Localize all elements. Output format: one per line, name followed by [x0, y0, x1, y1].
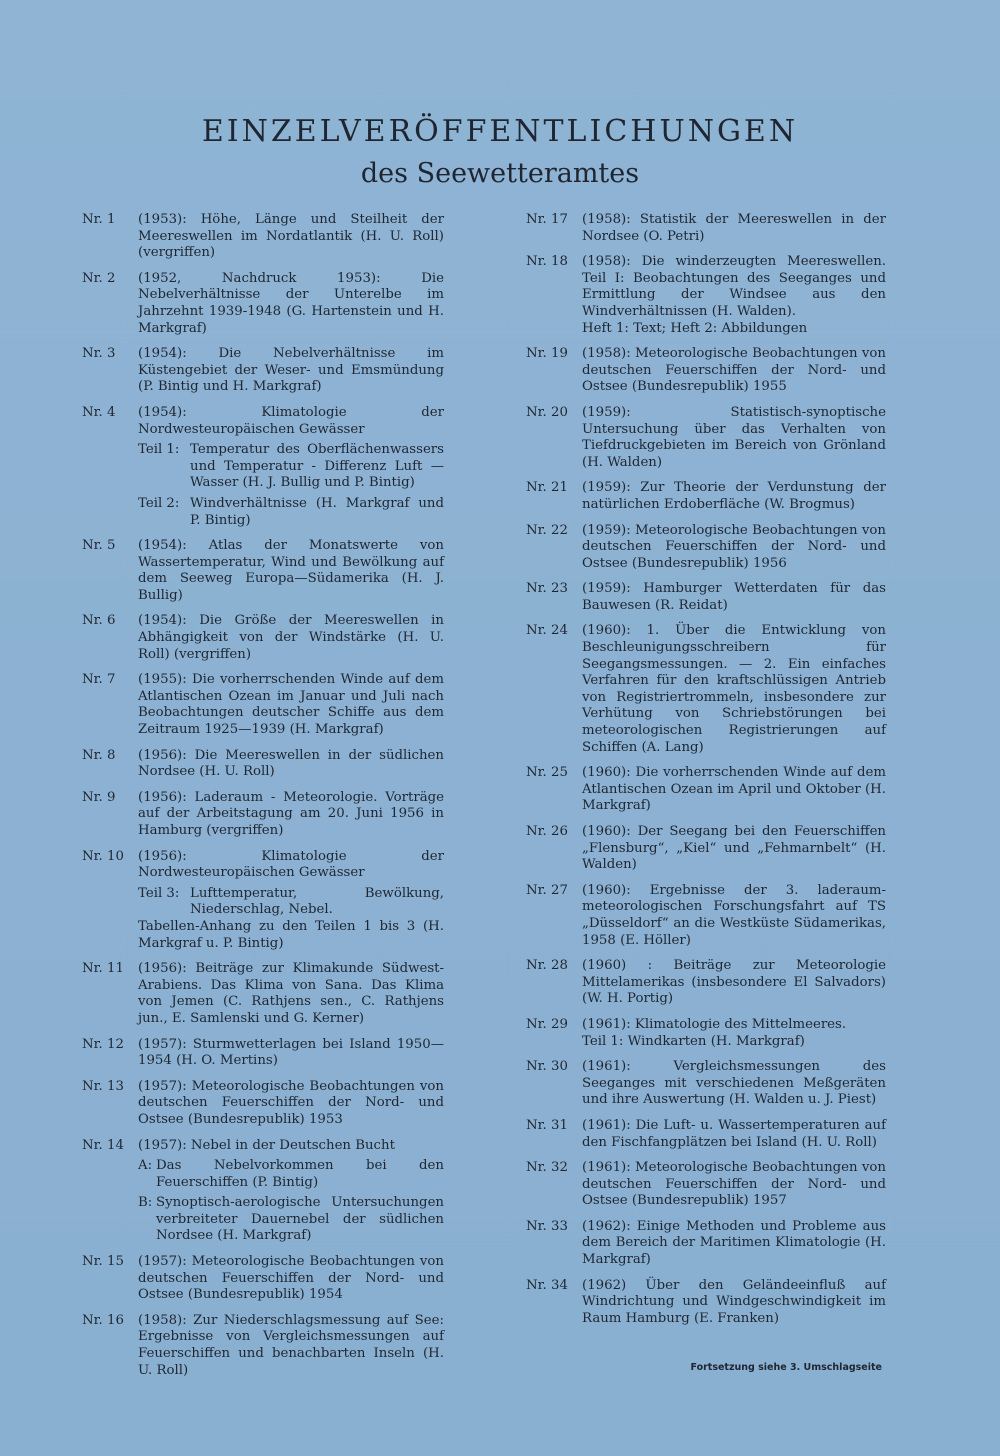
publication-entry: [82, 538, 444, 604]
publication-entry: [526, 581, 886, 614]
entry-text: (1960): Der Seegang bei den Feuerschiffen „Flensburg“, „Kiel“ und „Fehmarnbelt“ (H. Walden): [582, 824, 886, 873]
entry-text: (1961): Die Luft- u. Wassertemperaturen auf den Fischfangplätzen bei Island (H. U. Roll): [582, 1117, 886, 1150]
entry-body: [138, 212, 444, 262]
entry-body: [138, 1037, 444, 1070]
publication-entry: [82, 346, 444, 396]
entry-text: (1959): Zur Theorie der Verdunstung der natürlichen Erdoberfläche (W. Brogmus): [582, 480, 886, 512]
entry-note: Teil 1: Windkarten (H. Markgraf): [582, 1033, 805, 1049]
entry-body: [582, 1160, 886, 1210]
entry-subpart: [138, 886, 444, 919]
subpart-label: Teil 2:: [138, 495, 180, 511]
footer-note: Fortsetzung siehe 3. Umschlagseite: [690, 1362, 882, 1373]
entry-body: [138, 405, 444, 529]
entry-text: (1959): Meteorologische Beobachtungen von deutschen Feuerschiffen der Nord- und Ostsee (Bundesrepublik) 1956: [582, 522, 886, 571]
entry-text: (1956): Laderaum - Meteorologie. Vorträge auf der Arbeitstagung am 20. Juni 1956 in Hamburg (vergriffen): [138, 789, 444, 838]
entry-body: [582, 581, 886, 614]
subpart-label: B:: [138, 1195, 153, 1211]
publication-entry: [526, 254, 886, 337]
subpart-text: Das Nebelvorkommen bei den Feuerschiffen (P. Bintig): [156, 1158, 444, 1190]
publication-entry: [526, 1059, 886, 1109]
entry-number: Nr. 21: [526, 480, 568, 496]
entry-number: Nr. 3: [82, 346, 116, 362]
entry-number: Nr. 7: [82, 672, 116, 688]
entry-text: (1957): Meteorologische Beobachtungen von deutschen Feuerschiffen der Nord- und Ostsee (Bundesrepublik) 1954: [138, 1254, 444, 1303]
entry-text: (1956): Klimatologie der Nordwesteuropäischen Gewässer: [138, 848, 444, 881]
page-subtitle: des Seewetteramtes: [360, 158, 640, 189]
entry-body: [138, 790, 444, 840]
entry-text: (1955): Die vorherrschenden Winde auf dem Atlantischen Ozean im Januar und Juli nach Beobachtungen deutscher Schiffe aus dem Zeitraum 1925—1939 (H. Markgraf): [138, 672, 444, 738]
entry-number: Nr. 13: [82, 1078, 124, 1094]
entry-number: Nr. 31: [526, 1117, 568, 1133]
entry-body: [582, 480, 886, 513]
entry-text: (1958): Statistik der Meereswellen in der Nordsee (O. Petri): [582, 212, 886, 244]
entry-text: (1954): Klimatologie der Nordwesteuropäischen Gewässer: [138, 404, 444, 437]
publication-entry: [82, 672, 444, 738]
entry-text: (1954): Atlas der Monatswerte von Wassertemperatur, Wind und Bewölkung auf dem Seeweg Europa—Südamerika (H. J. Bullig): [138, 538, 444, 603]
entry-number: Nr. 18: [526, 254, 568, 270]
entry-text: (1958): Meteorologische Beobachtungen von deutschen Feuerschiffen der Nord- und Ostsee (Bundesrepublik) 1955: [582, 346, 886, 395]
entry-number: Nr. 26: [526, 824, 568, 839]
publication-entry: [526, 480, 886, 513]
entry-text: (1956): Die Meereswellen in der südlichen Nordsee (H. U. Roll): [138, 747, 444, 780]
publication-entry: [82, 1037, 444, 1070]
entry-body: [582, 623, 886, 756]
publication-entry: [82, 613, 444, 663]
entry-number: Nr. 11: [82, 961, 124, 977]
publication-entry: [526, 958, 886, 1008]
entry-text: (1957): Meteorologische Beobachtungen von deutschen Feuerschiffen der Nord- und Ostsee (Bundesrepublik) 1953: [138, 1078, 444, 1127]
entry-body: [138, 538, 444, 604]
entry-number: Nr. 6: [82, 613, 116, 629]
entry-number: Nr. 23: [526, 581, 568, 597]
subpart-text: Lufttemperatur, Bewölkung, Niederschlag, Nebel.: [190, 885, 444, 918]
entry-number: Nr. 19: [526, 346, 568, 362]
publication-entry: [526, 405, 886, 471]
publication-entry: [82, 961, 444, 1027]
entry-text: (1957): Sturmwetterlagen bei Island 1950—1954 (H. O. Mertins): [138, 1036, 444, 1069]
entry-text: (1961): Klimatologie des Mittelmeeres.: [582, 1016, 847, 1032]
entry-body: [582, 1219, 886, 1269]
entry-body: [582, 346, 886, 396]
entry-body: [582, 523, 886, 573]
entry-number: Nr. 4: [82, 404, 116, 420]
entry-text: (1961): Vergleichsmessungen des Seeganges mit verschiedenen Meßgeräten und ihre Auswertung (H. Walden u. J. Piest): [582, 1059, 886, 1108]
subpart-label: Teil 3:: [138, 885, 180, 901]
publication-entry: [82, 1138, 444, 1246]
entry-number: Nr. 22: [526, 522, 568, 538]
entry-body: [138, 672, 444, 738]
entry-number: Nr. 20: [526, 404, 568, 420]
subpart-text: Temperatur des Oberflächenwassers und Temperatur - Differenz Luft — Wasser (H. J. Bullig und P. Bintig): [190, 442, 444, 491]
entry-number: Nr. 29: [526, 1016, 568, 1032]
entry-text: (1960): Ergebnisse der 3. laderaum-meteorologischen Forschungsfahrt auf TS „Düsseldorf“ an die Westküste Südamerikas, 1958 (E. Höller): [582, 882, 886, 948]
entry-text: (1959): Hamburger Wetterdaten für das Bauwesen (R. Reidat): [582, 581, 886, 613]
publication-entry: [526, 1160, 886, 1210]
entry-number: Nr. 27: [526, 882, 568, 898]
entry-text: (1953): Höhe, Länge und Steilheit der Meereswellen im Nordatlantik (H. U. Roll) (vergriffen): [138, 212, 444, 261]
entry-body: [138, 346, 444, 396]
entry-number: Nr. 32: [526, 1160, 568, 1176]
subpart-text: Synoptisch-aerologische Untersuchungen verbreiteter Dauernebel der südlichen Nordsee (H. Markgraf): [156, 1195, 444, 1244]
publication-entry: [82, 1313, 444, 1379]
entry-number: Nr. 10: [82, 848, 124, 864]
entry-body: [582, 254, 886, 337]
publication-entry: [526, 765, 886, 815]
entry-number: Nr. 2: [82, 270, 116, 286]
entry-number: Nr. 25: [526, 765, 568, 781]
entry-text: (1960) : Beiträge zur Meteorologie Mittelamerikas (insbesondere El Salvadors) (W. H. Portig): [582, 958, 886, 1007]
publication-entry: [526, 1278, 886, 1328]
entry-text: (1952, Nachdruck 1953): Die Nebelverhältnisse der Unterelbe im Jahrzehnt 1939-1948 (G. Hartenstein und H. Markgraf): [138, 270, 444, 336]
entry-text: (1959): Statistisch-synoptische Untersuchung über das Verhalten von Tiefdruckgebieten im Bereich von Grönland (H. Walden): [582, 404, 886, 470]
entry-body: [582, 1017, 886, 1050]
publication-entry: [82, 849, 444, 953]
entry-body: [138, 1313, 444, 1379]
entry-body: [582, 958, 886, 1008]
entry-body: [138, 613, 444, 663]
entry-number: Nr. 34: [526, 1277, 568, 1293]
publication-entry: [526, 623, 886, 756]
entry-body: [582, 1278, 886, 1328]
entry-body: [582, 824, 886, 874]
entry-text: (1960): 1. Über die Entwicklung von Beschleunigungsschreibern für Seegangsmessungen. — 2. Ein einfaches Verfahren für den kraftschlüssigen Antrieb von Registriertrommeln, insbesondere zur Verhütung von Schriebstörungen bei meteorologischen Registrierungen auf Schiffen (A. Lang): [582, 623, 886, 755]
entry-body: [582, 212, 886, 245]
publication-entry: [526, 1118, 886, 1151]
subpart-label: A:: [138, 1158, 153, 1174]
entry-number: Nr. 15: [82, 1254, 124, 1270]
entry-body: [138, 961, 444, 1027]
entry-text: (1954): Die Größe der Meereswellen in Abhängigkeit von der Windstärke (H. U. Roll) (vergriffen): [138, 613, 444, 662]
publication-entry: [82, 1079, 444, 1129]
publication-entry: [82, 212, 444, 262]
entry-number: Nr. 9: [82, 789, 116, 805]
entry-number: Nr. 8: [82, 747, 116, 763]
entry-subpart: [138, 1195, 444, 1245]
left-column: [82, 212, 444, 1388]
publication-entry: [526, 1219, 886, 1269]
publication-entry: [82, 405, 444, 529]
entry-number: Nr. 12: [82, 1036, 124, 1052]
entry-subpart: [138, 1158, 444, 1191]
entry-text: (1958): Zur Niederschlagsmessung auf See: Ergebnisse von Vergleichsmessungen auf Feuerschiffen und benachbarten Inseln (H. U. Roll): [138, 1312, 444, 1378]
publication-entry: [526, 824, 886, 874]
entry-text: (1960): Die vorherrschenden Winde auf dem Atlantischen Ozean im April und Oktober (H. Markgraf): [582, 765, 886, 814]
entry-subpart: [138, 442, 444, 492]
entry-body: [138, 1138, 444, 1246]
right-column: [526, 212, 886, 1336]
entry-number: Nr. 33: [526, 1218, 568, 1234]
entry-body: [582, 1118, 886, 1151]
publication-entry: [526, 883, 886, 949]
publication-entry: [82, 748, 444, 781]
entry-note: Tabellen-Anhang zu den Teilen 1 bis 3 (H. Markgraf u. P. Bintig): [138, 918, 444, 951]
entry-subpart: [138, 496, 444, 529]
entry-text: (1962) Über den Geländeeinfluß auf Windrichtung und Windgeschwindigkeit im Raum Hamburg (E. Franken): [582, 1277, 886, 1326]
publication-entry: [526, 346, 886, 396]
entry-number: Nr. 5: [82, 538, 116, 554]
publication-entry: [82, 1254, 444, 1304]
entry-text: (1957): Nebel in der Deutschen Bucht: [138, 1137, 395, 1153]
entry-body: [138, 748, 444, 781]
entry-body: [582, 1059, 886, 1109]
entry-text: (1961): Meteorologische Beobachtungen von deutschen Feuerschiffen der Nord- und Ostsee (Bundesrepublik) 1957: [582, 1160, 886, 1209]
publication-entry: [526, 212, 886, 245]
entry-body: [138, 1079, 444, 1129]
entry-body: [582, 883, 886, 949]
entry-body: [582, 405, 886, 471]
entry-body: [138, 1254, 444, 1304]
entry-number: Nr. 16: [82, 1312, 124, 1328]
entry-text: (1962): Einige Methoden und Probleme aus dem Bereich der Maritimen Klimatologie (H. Markgraf): [582, 1218, 886, 1268]
entry-number: Nr. 30: [526, 1059, 568, 1075]
entry-note: Heft 1: Text; Heft 2: Abbildungen: [582, 320, 808, 336]
page-title: EINZELVERÖFFENTLICHUNGEN: [201, 114, 799, 149]
entry-number: Nr. 17: [526, 212, 568, 227]
entry-number: Nr. 28: [526, 958, 568, 974]
subpart-text: Windverhältnisse (H. Markgraf und P. Bintig): [190, 495, 444, 528]
entry-text: (1958): Die winderzeugten Meereswellen. Teil I: Beobachtungen des Seeganges und Ermittlung der Windsee aus den Windverhältnissen (H. Walden).: [582, 254, 886, 319]
entry-body: [582, 765, 886, 815]
entry-body: [138, 849, 444, 953]
entry-number: Nr. 24: [526, 623, 568, 639]
publication-entry: [526, 1017, 886, 1050]
entry-text: (1956): Beiträge zur Klimakunde Südwest-Arabiens. Das Klima von Sana. Das Klima von Jemen (C. Rathjens sen., C. Rathjens jun., E. Samlenski und G. Kerner): [138, 961, 444, 1026]
entry-number: Nr. 1: [82, 212, 116, 227]
entry-text: (1954): Die Nebelverhältnisse im Küstengebiet der Weser- und Emsmündung (P. Bintig und H. Markgraf): [138, 346, 444, 395]
publication-entry: [82, 790, 444, 840]
publication-entry: [82, 271, 444, 337]
entry-body: [138, 271, 444, 337]
subpart-label: Teil 1:: [138, 442, 180, 458]
publication-entry: [526, 523, 886, 573]
entry-number: Nr. 14: [82, 1137, 124, 1153]
